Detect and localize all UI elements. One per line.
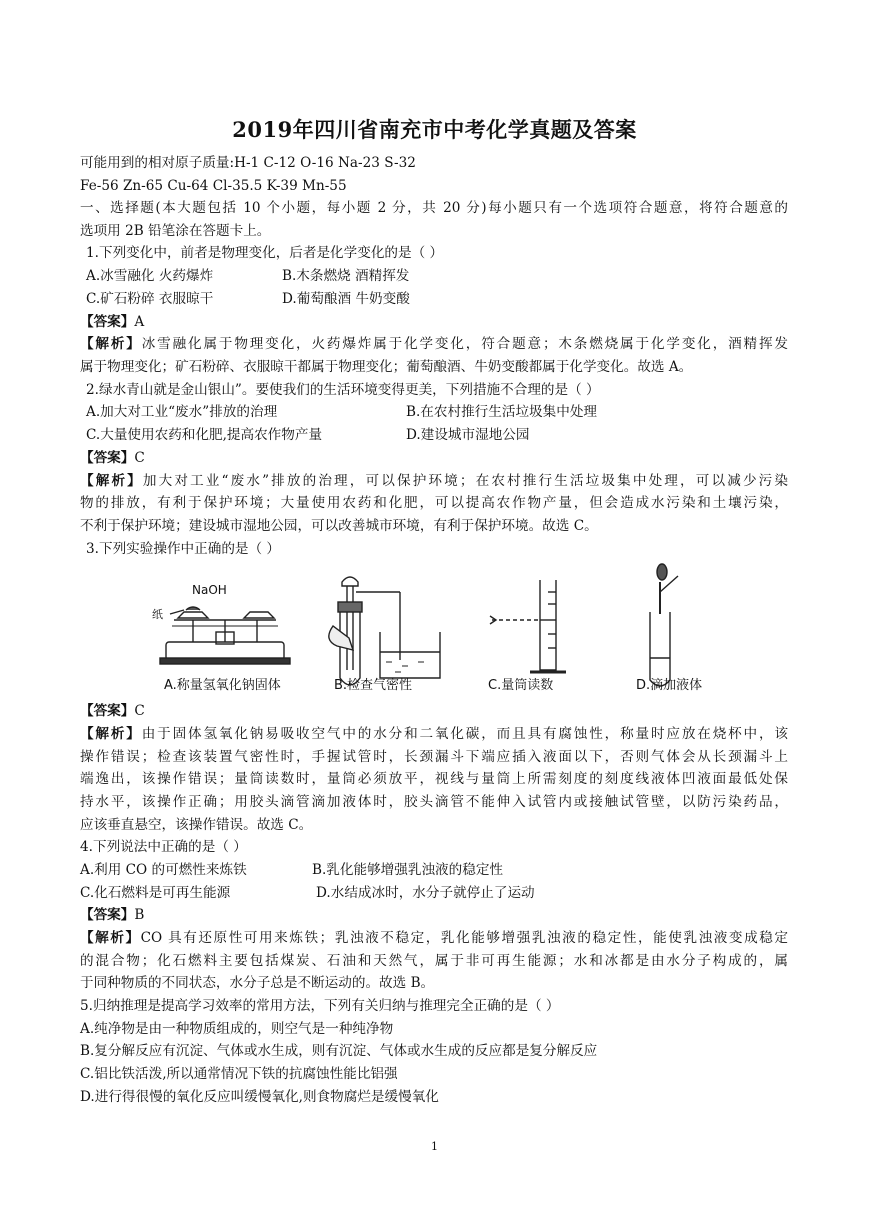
- q2-answer: [80, 449, 145, 467]
- q1-analysis-line-1: [80, 335, 788, 353]
- q4-option-c: C.化石燃料是可再生能源: [80, 885, 231, 901]
- q2-option-a: A.加大对工业“废水”排放的治理: [86, 404, 278, 420]
- q2-option-b: B.在农村推行生活垃圾集中处理: [406, 404, 598, 420]
- q3-answer-value: C: [134, 703, 145, 719]
- q2-analysis-text-1: 加大对工业“废水”排放的治理，可以保护环境；在农村推行生活垃圾集中处理，可以减少污染: [142, 473, 788, 489]
- q3-stem: 3.下列实验操作中正确的是（ ）: [86, 541, 281, 557]
- q5-option-d: D.进行得很慢的氧化反应叫缓慢氧化,则食物腐烂是缓慢氧化: [80, 1089, 439, 1105]
- q5-option-a: A.纯净物是由一种物质组成的，则空气是一种纯净物: [80, 1021, 394, 1037]
- q3-analysis-line-3: 端逸出，该操作错误；量筒读数时，量筒必须放平，视线与量筒上所需刻度的刻度线液体凹液面最低处保: [80, 771, 788, 787]
- atomic-mass-line-2: Fe-56 Zn-65 Cu-64 Cl-35.5 K-39 Mn-55: [80, 178, 347, 194]
- q2-analysis-line-3: 不利于保护环境；建设城市湿地公园，可以改善城市环境，有利于保护环境。故选 C。: [80, 518, 598, 534]
- q1-option-c: C.矿石粉碎 衣服晾干: [86, 291, 214, 307]
- figure-caption-b: B.检查气密性: [334, 678, 413, 693]
- q1-answer: [80, 313, 144, 331]
- analysis-tag: 【解析】: [80, 930, 141, 946]
- q3-analysis-text-1: 由于固体氢氧化钠易吸收空气中的水分和二氧化碳，而且具有腐蚀性，称量时应放在烧杯中，该: [141, 726, 789, 742]
- q1-analysis-line-2: 属于物理变化；矿石粉碎、衣服晾干都属于物理变化；葡萄酿酒、牛奶变酸都属于化学变化。故选 A。: [80, 359, 693, 375]
- answer-tag: 【答案】: [80, 314, 135, 330]
- test-tube-airtight-icon: [329, 577, 440, 685]
- q3-analysis-line-2: 操作错误；检查该装置气密性时，手握试管时，长颈漏斗下端应插入液面以下，否则气体会从长颈漏斗上: [80, 749, 788, 765]
- q4-options-cd: [80, 884, 535, 902]
- q1-option-a: A.冰雪融化 火药爆炸: [86, 268, 214, 284]
- q3-analysis-line-5: 应该垂直悬空，该操作错误。故选 C。: [80, 817, 313, 833]
- q4-option-b: B.乳化能够增强乳浊液的稳定性: [312, 862, 504, 878]
- analysis-tag: 【解析】: [80, 336, 142, 352]
- q4-analysis-line-1: [80, 929, 788, 947]
- q2-option-c: C.大量使用农药和化肥,提高农作物产量: [86, 427, 323, 443]
- q5-option-c: C.铝比铁活泼,所以通常情况下铁的抗腐蚀性能比铝强: [80, 1066, 398, 1082]
- q2-options-ab: [86, 403, 597, 421]
- section-instructions-line-2: 选项用 2B 铅笔涂在答题卡上。: [80, 223, 271, 239]
- q4-analysis-line-3: 于同种物质的不同状态，水分子总是不断运动的。故选 B。: [80, 975, 435, 991]
- answer-tag: 【答案】: [80, 703, 135, 719]
- q4-option-a: A.利用 CO 的可燃性来炼铁: [80, 862, 247, 878]
- q4-option-d: D.水结成冰时，水分子就停止了运动: [316, 885, 535, 901]
- figure-caption-d: D.滴加液体: [636, 678, 703, 693]
- q2-option-d: D.建设城市湿地公园: [406, 427, 530, 443]
- q5-option-b: B.复分解反应有沉淀、气体或水生成，则有沉淀、气体或水生成的反应都是复分解反应: [80, 1043, 598, 1059]
- atomic-mass-line-1: 可能用到的相对原子质量:H-1 C-12 O-16 Na-23 S-32: [80, 155, 416, 171]
- q2-analysis-line-1: [80, 472, 788, 490]
- q4-answer-value: B: [134, 907, 145, 923]
- dropper-test-tube-icon: [650, 564, 678, 686]
- q4-analysis-text-1: CO 具有还原性可用来炼铁；乳浊液不稳定，乳化能够增强乳浊液的稳定性，能使乳浊液变成稳定: [140, 930, 788, 946]
- q1-option-b: B.木条燃烧 酒精挥发: [282, 268, 410, 284]
- q4-stem: 4.下列说法中正确的是（ ）: [80, 839, 247, 855]
- q3-analysis-line-1: [80, 725, 788, 743]
- answer-tag: 【答案】: [80, 450, 135, 466]
- page-title: 2019年四川省南充市中考化学真题及答案: [232, 117, 637, 142]
- q2-stem: 2.绿水青山就是金山银山”。要使我们的生活环境变得更美，下列措施不合理的是（ ）: [86, 382, 600, 398]
- q4-answer: [80, 906, 144, 924]
- q4-analysis-line-2: 的混合物；化石燃料主要包括煤炭、石油和天然气，属于非可再生能源；水和冰都是由水分子构成的，属: [80, 953, 788, 969]
- q2-answer-value: C: [134, 450, 145, 466]
- q1-analysis-text-1: 冰雪融化属于物理变化，火药爆炸属于化学变化，符合题意；木条燃烧属于化学变化，酒精挥发: [141, 336, 789, 352]
- figure-caption-a: A.称量氢氧化钠固体: [164, 678, 281, 693]
- figure-caption-c: C.量筒读数: [488, 678, 554, 693]
- q3-answer: [80, 702, 145, 720]
- balance-icon: [160, 607, 290, 664]
- q1-options-cd: [86, 290, 410, 308]
- q2-analysis-line-2: 物的排放，有利于保护环境；大量使用农药和化肥，可以提高农作物产量，但会造成水污染和土壤污染，: [80, 495, 788, 511]
- q1-option-d: D.葡萄酿酒 牛奶变酸: [282, 291, 410, 307]
- analysis-tag: 【解析】: [80, 473, 143, 489]
- q3-analysis-line-4: 持水平，该操作正确；用胶头滴管滴加液体时，胶头滴管不能伸入试管内或接触试管壁，以防污染药品，: [80, 794, 788, 810]
- section-instructions-line-1: 一、选择题(本大题包括 10 个小题，每小题 2 分，共 20 分)每小题只有一个选项符合题意，将符合题意的: [80, 200, 788, 216]
- analysis-tag: 【解析】: [80, 726, 142, 742]
- q5-stem: 5.归纳推理是提高学习效率的常用方法，下列有关归纳与推理完全正确的是（ ）: [80, 998, 560, 1014]
- answer-tag: 【答案】: [80, 907, 135, 923]
- q4-options-ab: [80, 861, 503, 879]
- q3-figure: [150, 562, 770, 702]
- paper-label: 纸: [152, 608, 163, 621]
- graduated-cylinder-icon: [490, 580, 566, 672]
- q1-stem: 1.下列变化中，前者是物理变化，后者是化学变化的是（ ）: [86, 245, 444, 261]
- naoh-label: NaOH: [192, 583, 227, 597]
- page-number: 1: [431, 1140, 438, 1153]
- q1-answer-value: A: [134, 314, 145, 330]
- q1-options-ab: [86, 267, 409, 285]
- q2-options-cd: [86, 426, 530, 444]
